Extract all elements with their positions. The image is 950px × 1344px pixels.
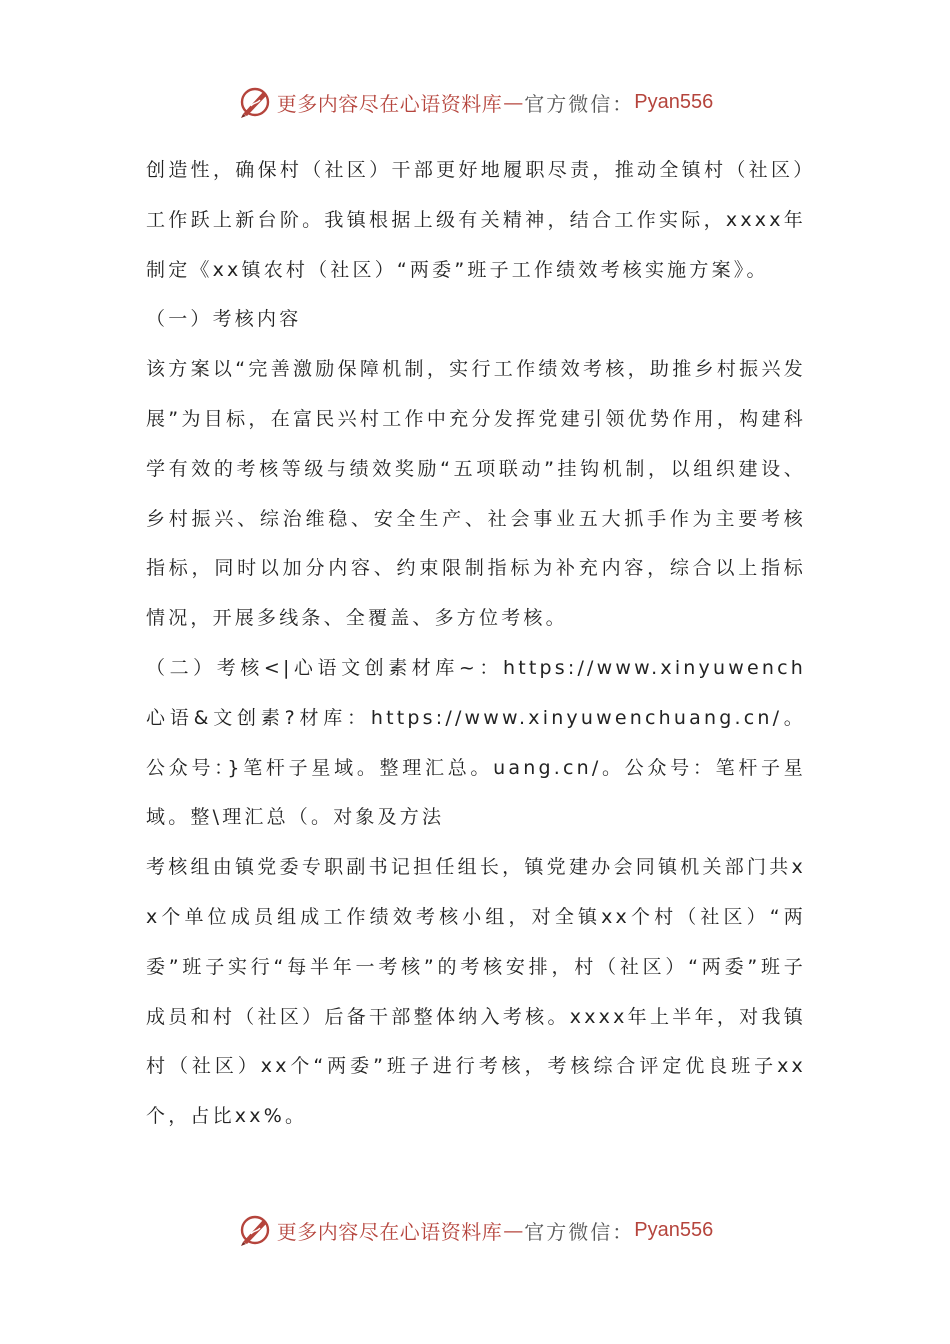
footer-dash: — <box>503 1218 524 1242</box>
footer-banner <box>0 1208 950 1252</box>
header-wechat-id: Pyan556 <box>634 90 714 113</box>
pen-logo-icon <box>237 1212 273 1248</box>
paragraph-intro: 创造性，确保村（社区）干部更好地履职尽责，推动全镇村（社区）工作跃上新台阶。我镇根据上级有关精神，结合工作实际，xxxx年制定《xx镇农村（社区）“两委”班子工作绩效考核实施方案》。 <box>146 159 806 281</box>
header-banner <box>0 80 950 124</box>
footer-official-label: 官方微信： <box>524 1219 635 1244</box>
document-body <box>146 146 806 1142</box>
pen-logo-icon <box>237 84 273 120</box>
header-dash: — <box>503 90 524 114</box>
header-official-label: 官方微信： <box>524 91 635 116</box>
paragraph-team: 考核组由镇党委专职副书记担任组长，镇党建办会同镇机关部门共xx个单位成员组成工作绩效考核小组，对全镇xx个村（社区）“两委”班子实行“每半年一考核”的考核安排，村（社区）“两委”班子成员和村（社区）后备干部整体纳入考核。xxxx年上半年，对我镇村（社区）xx个“两委”班子进行考核，考核综合评定优良班子xx个，占比xx%。 <box>146 856 806 1128</box>
paragraph-scheme: 该方案以“完善激励保障机制，实行工作绩效考核，助推乡村振兴发展”为目标，在富民兴村工作中充分发挥党建引领优势作用，构建科学有效的考核等级与绩效奖励“五项联动”挂钩机制，以组织建设、乡村振兴、综治维稳、安全生产、社会事业五大抓手作为主要考核指标，同时以加分内容、约束限制指标为补充内容，综合以上指标情况，开展多线条、全覆盖、多方位考核。 <box>146 358 806 630</box>
section-heading-content: （一）考核内容 <box>146 308 302 331</box>
footer-brand-text: 更多内容尽在心语资料库 <box>276 1219 503 1244</box>
header-brand-text: 更多内容尽在心语资料库 <box>276 91 503 116</box>
section-heading-method: （二）考核<|心语文创素材库~：https://www.xinyuwench心语&文创素?材库：https://www.xinyuwenchuang.cn/。公众号：}笔杆子星域。整理汇总。uang.cn/。公众号：笔杆子星域。整\理汇总（。对象及方法 <box>146 656 806 829</box>
footer-wechat-id: Pyan556 <box>634 1218 714 1241</box>
